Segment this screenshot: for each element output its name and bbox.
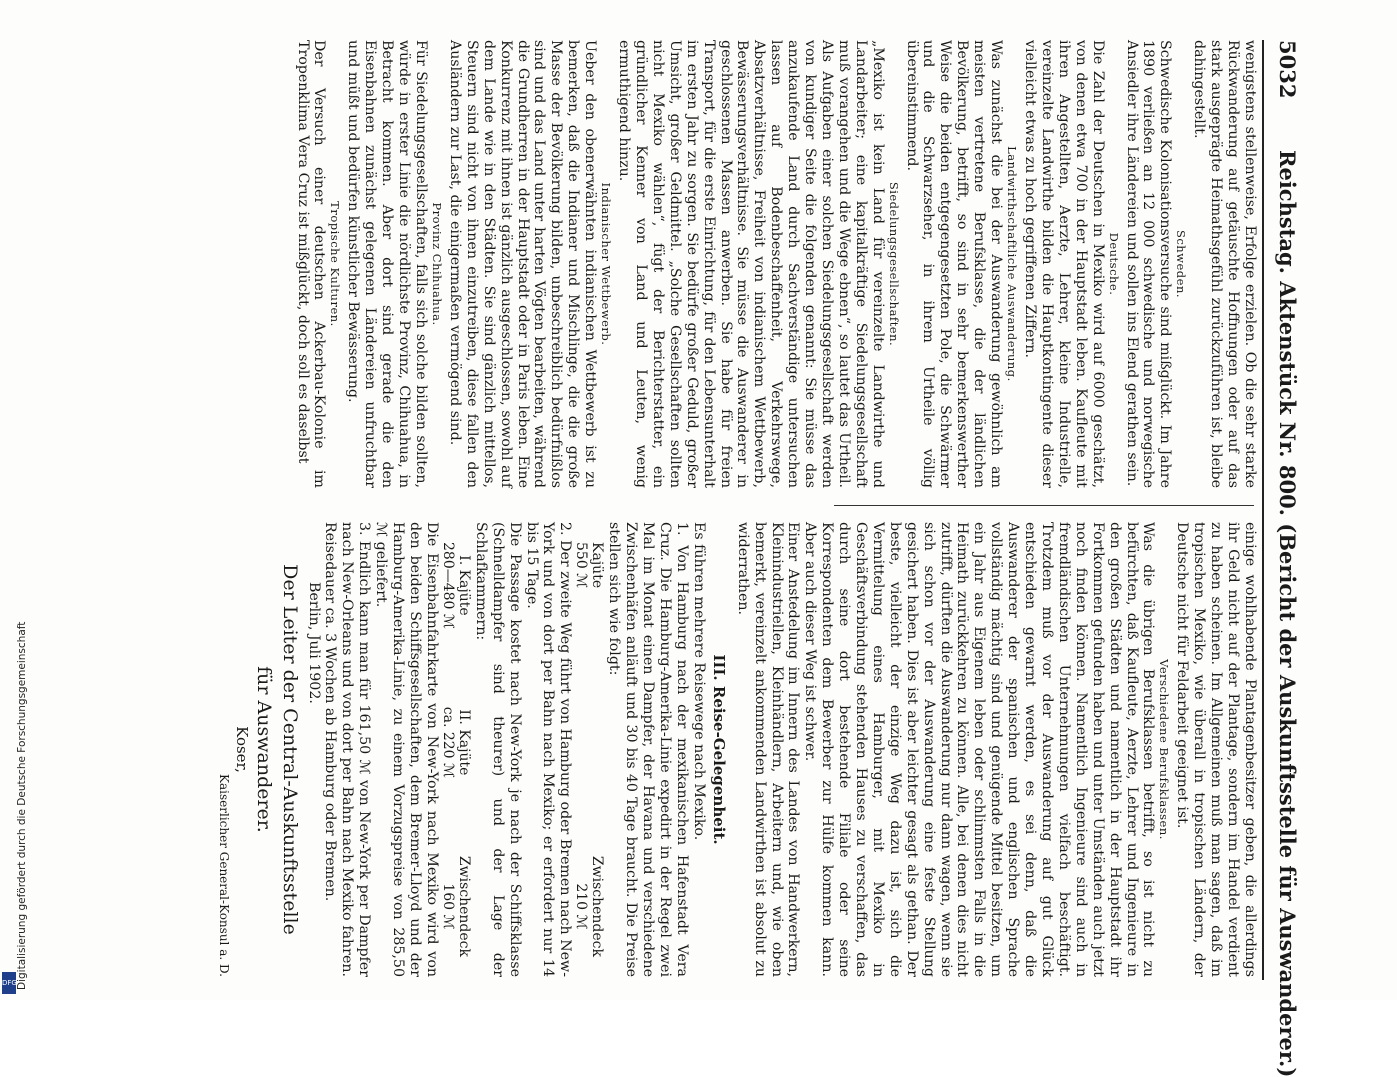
paragraph: einige wohlhabende Plantagenbesitzer geben, die allerdings ihr Geld nicht auf der Plantage, sondern im Handel verdient zu haben scheinen. Im Allgemeinen muß man sagen, daß im tropischen Mexiko, wie überall in tropischen Ländern, der Deutsche nicht für Feldarbeit geeignet ist. <box>1174 522 1258 977</box>
paragraph: „Mexiko ist kein Land für vereinzelte Landwirthe und Landarbeiter; eine kapitalkräftige Siedelungsgesellschaft muß vorangehen und die Wege ebnen“, so lautet das Urtheil. Als Aufgaben einer solchen Siedelungsgesellschaft werden von kundiger Seite die folgenden genannt: Sie müsse das anzukaufende Land durch Sachverständige untersuchen lassen auf Bodenbeschaffenheit, Verkehrswege, Absatzverhältnisse, Freiheit von indianischem Wettbewerb, Bewässerungsverhältnisse. Sie müsse die Auswanderer in geschlossenen Massen anwerben. Sie habe für freien Transport, für die erste Einrichtung, für den Lebensunterhalt im ersten Jahr zu sorgen. Sie bedürfe großer Geduld, großer Umsicht, großer Geldmittel. „Solche Gesellschaften sollten nicht Mexiko wählen“, fügt der Berichterstatter, ein gründlicher Kenner von Land und Leuten, wenig ermuthigend hinzu. <box>616 40 886 488</box>
section-heading: Provinz Chihuahua. <box>430 202 445 326</box>
section-heading: III. Reise-Gelegenheit. <box>709 654 728 845</box>
section-heading: Verschiedene Berufsklassen. <box>1157 659 1172 840</box>
dateline: Berlin, Juli 1902. <box>305 582 322 704</box>
section-heading: Schweden. <box>1174 229 1189 299</box>
fare-table-1 <box>573 522 605 977</box>
fare-first-class: I. Kajüte 280—480 ℳ <box>439 542 472 629</box>
paragraph: wenigstens stellenweise, Erfolge erzielen. Ob die sehr starke Rückwanderung auf getäuschte Hoffnungen oder auf das stark ausgeprägte Heimathsgefühl zurückzuführen ist, bleibe dahingestellt. <box>1191 40 1258 488</box>
paragraph: Der Versuch einer deutschen Ackerbau-Kolonie im Tropenklima Vera Cruz ist mißglückt, doch soll es daselbst <box>294 40 328 488</box>
dfg-logo-icon: DFG <box>2 972 16 994</box>
paragraph: Die Eisenbahnfahrkarte von New-York nach Mexiko wird von den beiden Schiffsgesellschaften, dem Bremer-Lloyd und der Hamburg-Amerika-Linie, zu einem Vorzugspreise von 285,50 ℳ geliefert. 3. Endlich kann man für 161,50 ℳ von New-York per Dampfer nach New-Orleans und von dort per Bahn nach Mexiko fahren. Reisedauer ca. 3 Wochen ab Hamburg oder Bremen. <box>322 522 440 977</box>
margin-credit <box>0 0 28 1000</box>
signature-line: für Auswanderer. <box>252 666 275 833</box>
page-title: Reichstag. Aktenstück Nr. 800. (Bericht der Auskunftsstelle für Auswanderer.) <box>1275 150 1300 1077</box>
section-heading: Tropische Kulturen. <box>328 201 343 327</box>
left-column <box>294 40 1258 488</box>
page-header <box>1266 40 1300 1077</box>
section-heading: Siedelungsgesellschaften. <box>886 181 901 347</box>
paragraph: Schwedische Kolonisationsversuche sind mißglückt. Im Jahre 1890 verließen an 12 000 schwedische und norwegische Ansiedler ihre Ländereien und sollen ins Elend gerathen sein. <box>1123 40 1174 488</box>
paragraph: Ueber den obenerwähnten indianischen Wettbewerb ist zu bemerken, daß die Indianer und Mischlinge, die die große Masse der Bevölkerung bilden, unbeschreiblich bedürfnißlos sind und das Land unter harten Vögten bearbeiten, während die Grundherren in der Hauptstadt oder in Paris leben. Eine Konkurrenz mit ihnen ist gänzlich ausgeschlossen, sowohl auf dem Lande wie in den Städten. Sie sind gänzlich mittellos, Steuern sind nicht von ihnen einzutreiben, diese fallen den Ausländern zur Last, die einigermaßen vermögend sind. <box>446 40 599 488</box>
page-number: 5032 <box>1275 40 1300 99</box>
paragraph: Es führen mehrere Reisewege nach Mexiko. 1. Von Hamburg nach der mexikanischen Hafenstadt Vera Cruz. Die Hamburg-Amerika-Linie expedirt in der Regel zwei Mal im Monat einen Dampfer, der Havana und verschiedene Zwischenhäfen anläuft und 30 bis 40 Tage braucht. Die Preise stellen sich wie folgt: <box>606 522 707 977</box>
section-heading: Indianischer Wettbewerb. <box>599 182 614 346</box>
signature-name: Koser, <box>232 726 251 773</box>
fare-table-2 <box>440 522 472 977</box>
paragraph: Die Zahl der Deutschen in Mexiko wird auf 6000 geschätzt, von denen etwa 700 in der Hauptstadt leben. Kaufleute mit ihren Angestellten, Aerzte, Lehrer, kleine Industrielle, vereinzelte Landwirthe bilden die Hauptkontingente dieser vielleicht etwas zu hoch gegriffenen Ziffern. <box>1022 40 1106 488</box>
column-divider <box>834 505 1254 506</box>
right-column <box>215 522 1258 977</box>
paragraph: Einer Anstedelung im Innern des Landes von Handwerkern, Kleinindustriellen, Kleinhändlern, Arbeitern und, wie oben bemerkt, vereinzelt ankommenden Landwirthen ist absolut zu widerrathen. <box>734 522 802 977</box>
header-rule <box>1262 40 1264 980</box>
paragraph: Für Siedelungsgesellschaften, falls sich solche bilden sollten, würde in erster Linie die nördlichste Provinz, Chihuahua, in Betracht kommen. Aber dort sind gerade die den Eisenbahnen zunächst gelegenen Ländereien unfruchtbar und müßt und bedürfen künstlicher Bewässerung. <box>345 40 430 488</box>
paragraph: 2. Der zweite Weg führt von Hamburg oder Bremen nach New-York und von dort per Bahn nach Mexiko; er erfordert nur 14 bis 15 Tage. Die Passage kostet nach New-York je nach der Schiffsklasse (Schnelldampfer sind theurer) und der Lage der Schlafkammern: <box>472 522 574 977</box>
paragraph: Was zunächst die bei der Auswanderung gewöhnlich am meisten vertretene Berufsklasse, die der ländlichen Bevölkerung, betrifft, so sind in sehr bemerkenswerther Weise die beiden entgegengesetzten Pole, die Schwärmer und die Schwarzseher, in ihrem Urtheile völlig übereinstimmend. <box>903 40 1005 488</box>
fare-steerage: Zwischendeck 160 ℳ <box>439 855 472 957</box>
page-content <box>60 40 1300 1077</box>
signature-line: Der Leiter der Central-Auskunftsstelle <box>278 564 301 935</box>
credit-text: Digitalisierung gefördert durch die Deutsche Forschungsgemeinschaft <box>16 621 28 990</box>
paragraph: Was die übrigen Berufsklassen betrifft, so ist nicht zu befürchten, daß Kaufleute, Aerzte, Lehrer und Ingenieure in den großen Städten und namentlich in der Hauptstadt ihr Fortkommen gefunden haben und unter Umständen auch jetzt noch finden können. Namentlich Ingenieure sind auch in fremdländischen Unternehmungen vielfach beschäftigt. Trotzdem muß vor der Auswanderung auf gut Glück entschieden gewarnt werden, es sei denn, daß die Auswanderer der spanischen und englischen Sprache vollständig mächtig sind und genügende Mittel besitzen, um ein Jahr aus Eigenem leben oder schlimmsten Falls in die Heimath zurückkehren zu können. Alle, bei denen dies nicht zutrifft, dürften die Auswanderung nur dann wagen, wenn sie sich schon vor der Auswanderung eine feste Stellung gesichert haben. Dies ist aber leichter gesagt als gethan. Der beste, vielleicht der einzige Weg dazu ist, sich die Vermittelung eines Hamburger, mit Mexiko in Geschäftsverbindung stehenden Hauses zu verschaffen, das durch seine dort bestehende Filiale oder seine Korrespondenten dem Bewerber zur Hülfe kommen kann. Aber auch dieser Weg ist schwer. <box>802 522 1157 977</box>
section-heading: Deutsche. <box>1106 232 1121 296</box>
fare-cabin: Kajüte 550 ℳ <box>573 542 606 589</box>
fare-steerage: Zwischendeck 210 ℳ <box>573 855 606 957</box>
signature-title: Kaiserlicher General-Konsul a. D. <box>216 774 231 977</box>
fare-second-class: II. Kajüte ca. 220 ℳ <box>439 706 472 778</box>
section-heading: Landwirthschaftliche Auswanderung. <box>1005 146 1020 382</box>
